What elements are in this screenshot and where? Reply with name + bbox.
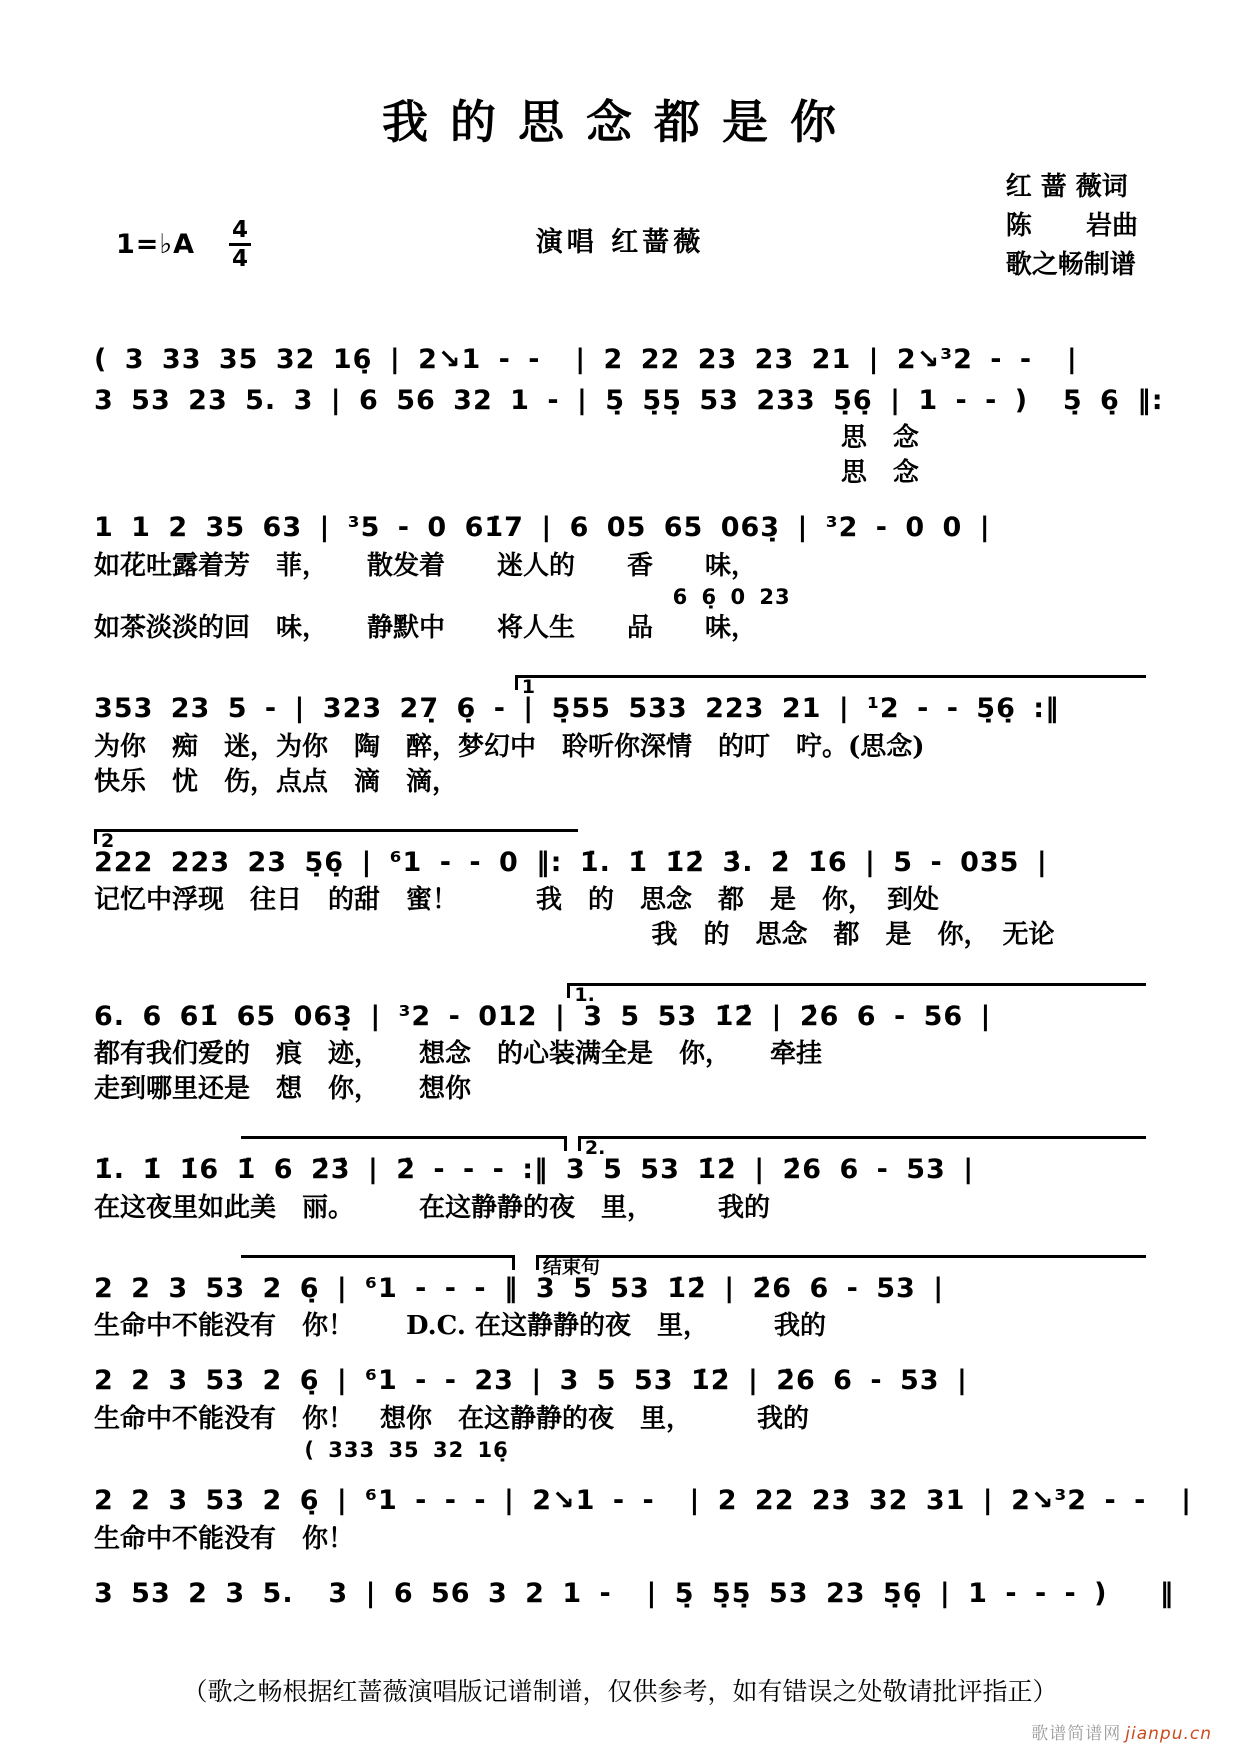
lyric-row: 我 的 思念 都 是 你， 无论 (651, 920, 1055, 951)
notes-row: 2 2 3 53 2 6̣ | ⁶1 - - - | 2↘1 - - | 2 22 23 32 31 | 2↘³2 - - | (94, 1485, 1192, 1517)
volta-bracket-row (94, 663, 1146, 699)
notes-row: 6. 6 61̇ 65 063̣ | ³2 - 012 | 3 5 53 1̇2̇ | 2̇6 6 - 56 | (94, 1000, 992, 1032)
volta-bracket (536, 1255, 1146, 1278)
notes-row: 2 2 3 53 2 6̣ | ⁶1 - - - ‖ 3 5 53 1̇2̇ | 2̇6 6 - 53 | (94, 1272, 945, 1304)
credits (1006, 168, 1138, 285)
volta-bracket-row (94, 971, 1146, 1006)
volta-bracket (578, 1136, 1146, 1160)
watermark (1031, 1719, 1212, 1744)
volta-label: 结束句 (542, 1255, 600, 1278)
notes-row: 1̇. 1̇ 1̇6 1̇ 6 2̇3̇ | 2̇ - - - :‖ 3 5 53 1̇2̇ | 2̇6 6 - 53 | (94, 1154, 975, 1186)
notes-row: 353 23 5 - | 323 27̣ 6̣ - | 5̣55 533 223 21 | ¹2 - - 5̣6̣ :‖ (94, 693, 1060, 725)
insert-notes-row: 6 6̣ 0 23 (672, 584, 791, 609)
lyric-row: 如茶淡淡的回 味， 静默中 将人生 品 味， (94, 613, 758, 644)
music-system (94, 1124, 1146, 1226)
volta-bracket-row (94, 1243, 1146, 1278)
lyric-row: 生命中不能没有 你！ D.C. 在这静静的夜 里， 我的 (94, 1311, 827, 1342)
time-signature (229, 218, 251, 271)
lyric-row: 快乐 忧 伤，点点 滴 滴， (94, 766, 459, 797)
key-text: 1=♭A (116, 229, 196, 261)
notes-row: 1 1 2 35 63 | ³5 - 0 61̇7 | 6 05 65 063̣ | ³2 - 0 0 | (94, 512, 991, 544)
music-system (94, 1361, 1146, 1464)
volta-bracket (241, 1255, 515, 1269)
volta-bracket (241, 1136, 567, 1150)
notes-row: 3 53 2 3 5. 3 | 6 56 3 2 1 - | 5̣ 5̣5̣ 53 23 5̣6̣ | 1 - - - ) ‖ (94, 1577, 1175, 1609)
systems (94, 340, 1192, 1614)
lyric-row: 思 念 (840, 458, 919, 489)
notes-row: 2 2 3 53 2 6̣ | ⁶1 - - 23 | 3 5 53 1̇2̇ | 2̇6 6 - 53 | (94, 1365, 968, 1397)
credits-line: 红 蔷 薇词 (1005, 172, 1128, 202)
credits-line: 歌之畅制谱 (1005, 250, 1136, 280)
music-system (94, 1481, 1192, 1557)
page-title: 我的思念都是你 (382, 95, 858, 149)
lyric-row: 生命中不能没有 你！ (94, 1523, 355, 1554)
lyric-row: 在这夜里如此美 丽。 在这静静的夜 里， 我的 (94, 1192, 771, 1223)
music-system (94, 971, 1146, 1108)
music-system (94, 663, 1146, 800)
volta-label: 1 (521, 676, 536, 699)
lyric-row: 思 念 (840, 423, 919, 453)
lyric-row: 走到哪里还是 想 你， 想你 (94, 1074, 472, 1105)
notes-row: 3 53 23 5. 3 | 6 56 32 1 - | 5̣ 5̣5̣ 53 233 5̣6̣ | 1 - - ) 5̣ 6̣ ‖: (94, 384, 1164, 416)
lyric-row: 都有我们爱的 痕 迹， 想念 的心装满全是 你， 牵挂 (94, 1039, 823, 1070)
volta-label: 2. (584, 1137, 606, 1160)
meta-row (94, 172, 1146, 334)
volta-bracket (94, 829, 578, 852)
credits-line: 陈 岩曲 (1005, 211, 1138, 241)
watermark-domain: jianpu.cn (1125, 1724, 1212, 1744)
lyric-row: 为你 痴 迷，为你 陶 醉，梦幻中 聆听你深情 的叮 咛。(思念) (94, 731, 925, 762)
insert-notes-row: ( 333 35 32 16̣ (304, 1438, 509, 1463)
volta-bracket-row (94, 1124, 1146, 1160)
lyric-row: 生命中不能没有 你！ 想你 在这静静的夜 里， 我的 (94, 1403, 810, 1434)
music-system (94, 1574, 1175, 1615)
footer-note: （歌之畅根据红蔷薇演唱版记谱制谱，仅供参考，如有错误之处敬请批评指正） (182, 1677, 1058, 1706)
volta-label: 2 (101, 829, 115, 852)
time-signature-top: 4 (229, 218, 251, 246)
music-system (94, 817, 1146, 954)
music-system (94, 340, 1164, 491)
music-system (94, 1243, 1146, 1345)
lyric-row: 如花吐露着芳 菲， 散发着 迷人的 香 味， (94, 550, 758, 581)
music-system (94, 508, 1146, 646)
lyric-row: 记忆中浮现 往日 的甜 蜜！ 我 的 思念 都 是 你， 到处 (94, 885, 940, 916)
watermark-site: 歌谱简谱网 (1031, 1724, 1122, 1744)
volta-bracket (567, 983, 1146, 1006)
performer-label: 演唱 红蔷薇 (535, 227, 705, 258)
time-signature-bottom: 4 (232, 246, 249, 273)
volta-bracket-row (94, 817, 1146, 852)
key-signature (116, 218, 251, 271)
notes-row: 222 223 23 5̣6̣ | ⁶1 - - 0 ‖: 1̇. 1̇ 1̇2̇ 3̇. 2̇ 1̇6 | 5 - 035 | (94, 846, 1048, 878)
volta-label: 1. (574, 983, 595, 1006)
volta-bracket (515, 675, 1146, 699)
notes-row: ( 3 33 35 32 16̣ | 2↘1 - - | 2 22 23 23 21 | 2↘³2 - - | (94, 344, 1078, 375)
